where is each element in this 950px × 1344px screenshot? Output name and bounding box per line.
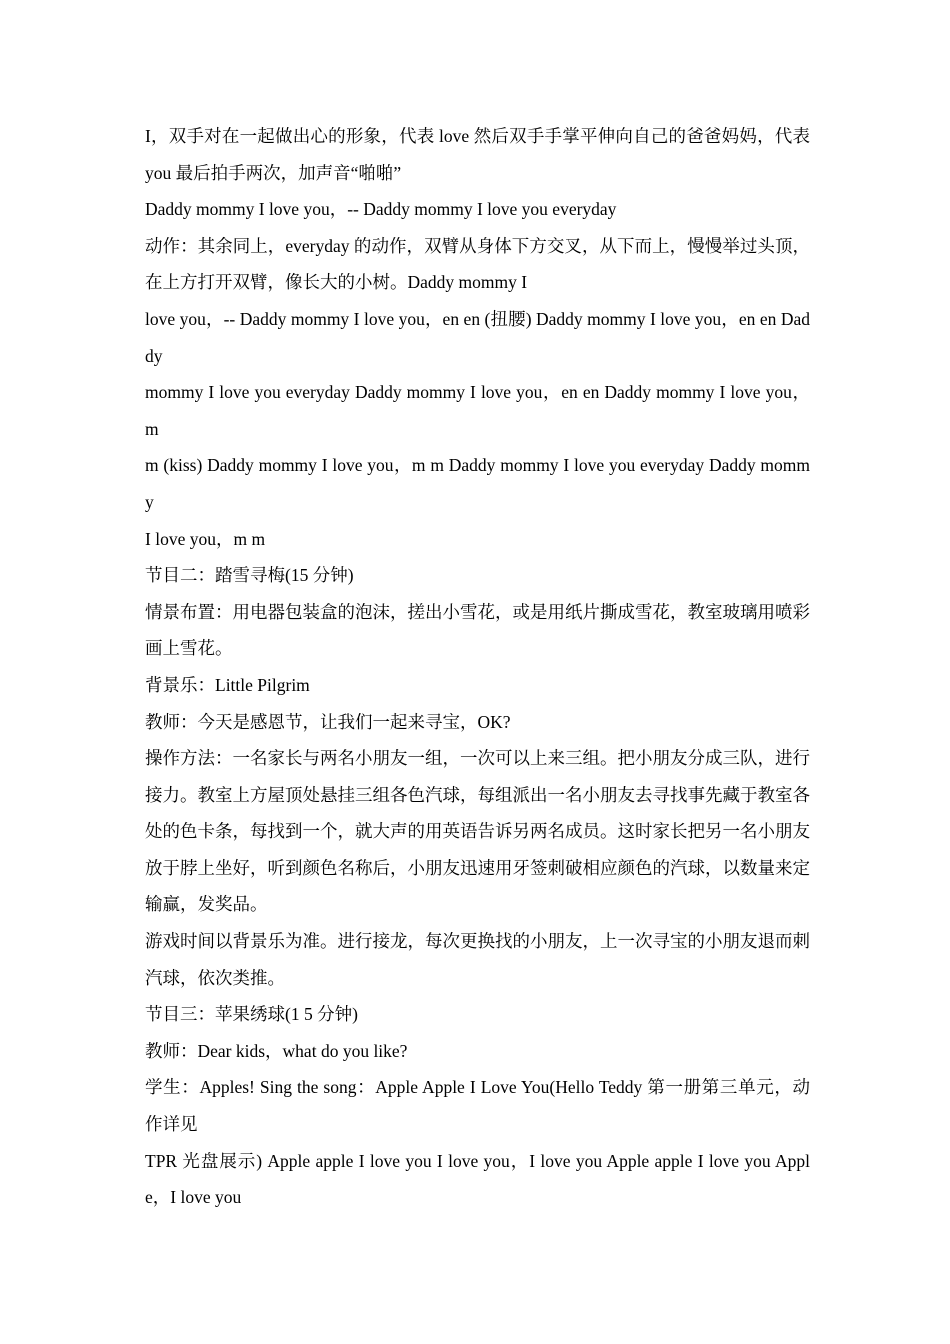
paragraph-apple-song: TPR 光盘展示) Apple apple I love you I love you，I love you Apple apple I love you Apple，I love you: [145, 1150, 810, 1208]
paragraph-student-answer: 学生：Apples! Sing the song：Apple Apple I Love You(Hello Teddy 第一册第三单元，动作详见: [145, 1077, 810, 1135]
paragraph-actions: 动作：其余同上，everyday 的动作，双臂从身体下方交叉，从下而上，慢慢举过头顶，在上方打开双臂，像长大的小树。Daddy mommy I: [145, 235, 810, 293]
paragraph-song-gesture: I，双手对在一起做出心的形象，代表 love 然后双手手掌平伸向自己的爸爸妈妈，代表 you 最后拍手两次，加声音“啪啪”: [145, 126, 810, 183]
section-heading-program-2: 节目二：踏雪寻梅(15 分钟): [145, 565, 354, 586]
section-heading-program-3: 节目三：苹果绣球(1 5 分钟): [145, 1004, 358, 1025]
paragraph-song-lyrics-4: m (kiss) Daddy mommy I love you，m m Daddy mommy I love you everyday Daddy mommy: [145, 455, 810, 512]
paragraph-song-lyrics-5: I love you，m m: [145, 528, 266, 549]
document-body: [145, 118, 810, 1216]
paragraph-game-time: 游戏时间以背景乐为准。进行接龙，每次更换找的小朋友，上一次寻宝的小朋友退而刺汽球，依次类推。: [145, 931, 810, 988]
paragraph-song-lyrics-1: Daddy mommy I love you，-- Daddy mommy I love you everyday: [145, 199, 617, 220]
paragraph-operation-method: 操作方法：一名家长与两名小朋友一组，一次可以上来三组。把小朋友分成三队，进行接力。教室上方屋顶处悬挂三组各色汽球，每组派出一名小朋友去寻找事先藏于教室各处的色卡条，每找到一个，就大声的用英语告诉另两名成员。这时家长把另一名小朋友放于脖上坐好，听到颜色名称后，小朋友迅速用牙签刺破相应颜色的汽球，以数量来定输赢，发奖品。: [145, 748, 810, 915]
paragraph-background-music: 背景乐：Little Pilgrim: [145, 674, 310, 695]
paragraph-teacher-intro: 教师：今天是感恩节，让我们一起来寻宝，OK?: [145, 711, 511, 732]
paragraph-teacher-question: 教师：Dear kids，what do you like?: [145, 1040, 408, 1061]
paragraph-scene-setup: 情景布置：用电器包装盒的泡沫，搓出小雪花，或是用纸片撕成雪花，教室玻璃用喷彩画上雪花。: [145, 601, 810, 659]
paragraph-song-lyrics-3: mommy I love you everyday Daddy mommy I love you，en en Daddy mommy I love you，m: [145, 382, 810, 439]
paragraph-song-lyrics-2: love you，-- Daddy mommy I love you，en en (扭腰) Daddy mommy I love you，en en Daddy: [145, 308, 810, 366]
